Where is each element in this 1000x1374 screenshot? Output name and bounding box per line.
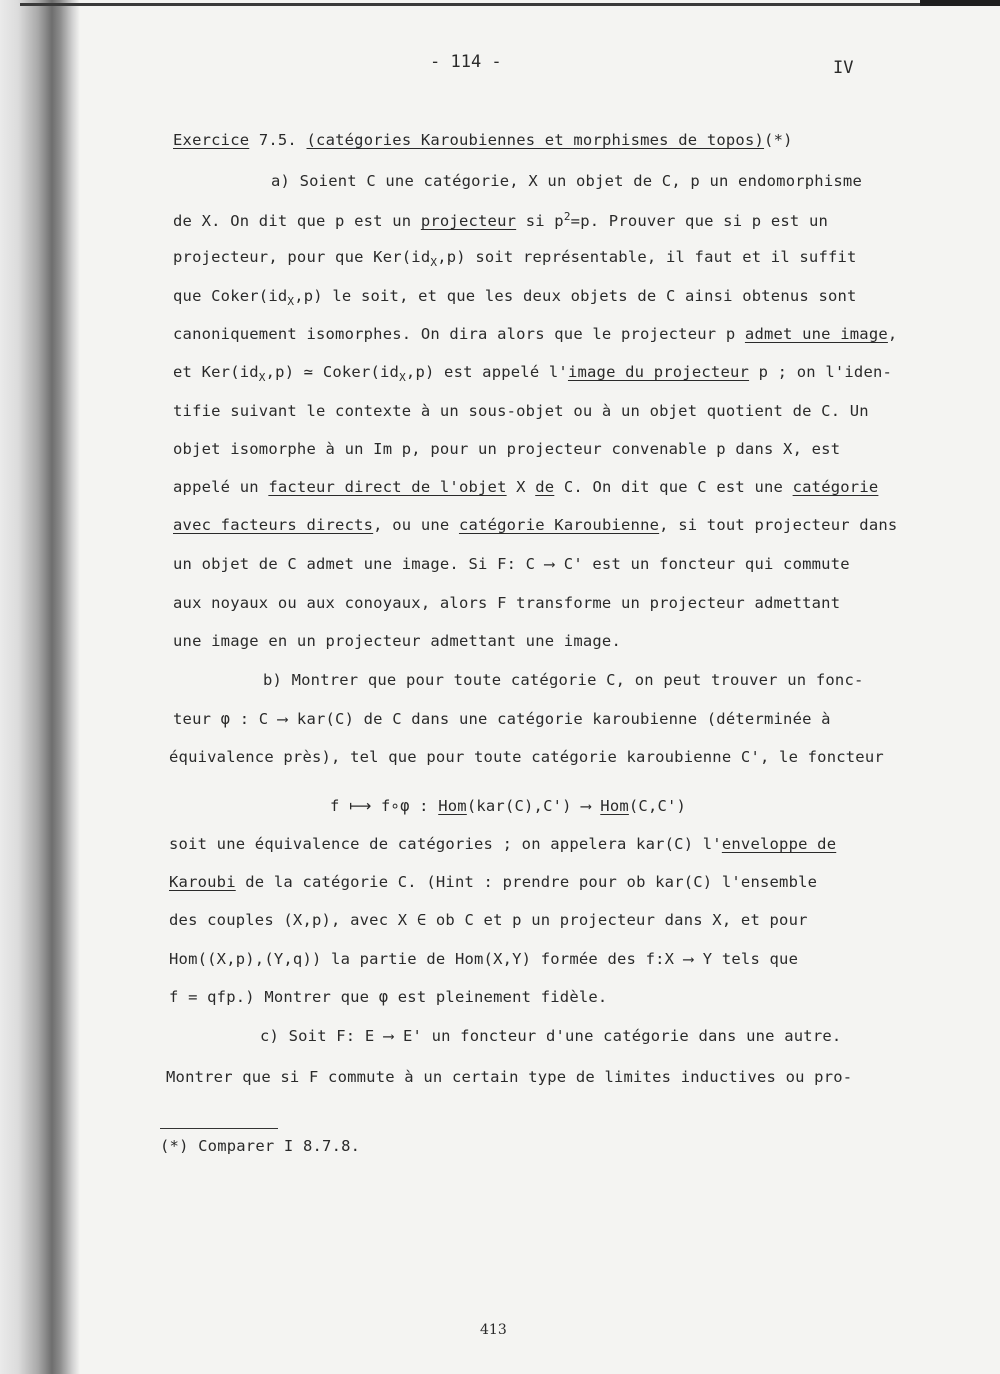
text-run: ,p) soit représentable, il faut et il suffit (437, 248, 857, 266)
text-run: de la catégorie C. (Hint : prendre pour ob kar(C) l'ensemble (235, 873, 818, 891)
text-run: =p. Prouver que si p est un (570, 212, 829, 231)
exercise-label: Exercice (173, 131, 250, 149)
para-a-line-13: une image en un projecteur admettant une image. (173, 632, 621, 650)
page-number-header: - 114 - (430, 52, 502, 72)
para-a-line-1: a) Soient C une catégorie, X un objet de C, p un endomorphisme (271, 172, 862, 190)
term-hom: Hom (438, 797, 467, 815)
para-b-line-4 (169, 835, 836, 853)
text-run: f ⟼ f∘φ : (330, 797, 439, 815)
text-run: si p (516, 212, 564, 231)
exercise-number: 7.5. (258, 131, 297, 149)
term-facteur-direct: facteur direct de l'objet (268, 478, 507, 496)
term-karoubi: Karoubi (169, 873, 236, 891)
subscript: X (430, 256, 438, 270)
para-b-line-1: b) Montrer que pour toute catégorie C, on peut trouver un fonc- (263, 671, 864, 689)
text-run: ,p) est appelé l' (405, 363, 568, 381)
text-run: , ou une (373, 516, 459, 534)
para-a-line-12: aux noyaux ou aux conoyaux, alors F transforme un projecteur admettant (173, 594, 841, 612)
text-run: et Ker(id (173, 363, 259, 381)
exercise-title (173, 131, 793, 149)
text-run: appelé un (173, 478, 269, 496)
term-image-du-projecteur: image du projecteur (567, 363, 750, 381)
para-b-line-3: équivalence près), tel que pour toute catégorie karoubienne C', le foncteur (169, 748, 884, 766)
term-enveloppe-de: enveloppe de (721, 835, 837, 853)
para-c-line-2: Montrer que si F commute à un certain type de limites inductives ou pro- (166, 1068, 853, 1086)
chapter-label: IV (833, 58, 854, 78)
text-run: que Coker(id (173, 287, 288, 305)
scan-edge-shadow (0, 0, 80, 1374)
para-a-line-4 (173, 287, 857, 308)
para-a-line-9 (173, 478, 878, 496)
para-b-line-7: Hom((X,p),(Y,q)) la partie de Hom(X,Y) formée des f:X ⟶ Y tels que (169, 950, 799, 968)
term-avec-facteurs-directs: avec facteurs directs (173, 516, 374, 534)
para-b-line-5 (169, 873, 817, 891)
term-projecteur: projecteur (420, 212, 517, 231)
text-run: projecteur, pour que Ker(id (173, 248, 431, 266)
term-hom: Hom (600, 797, 629, 815)
text-run: soit une équivalence de catégories ; on appelera kar(C) l' (169, 835, 722, 853)
footnote-rule (160, 1128, 278, 1129)
footnote: (*) Comparer I 8.7.8. (160, 1137, 361, 1155)
para-a-line-2 (173, 210, 828, 230)
text-run: ,p) le soit, et que les deux objets de C ainsi obtenus sont (294, 287, 857, 305)
para-a-line-11: un objet de C admet une image. Si F: C ⟶ C' est un foncteur qui commute (173, 555, 850, 573)
para-a-line-7: tifie suivant le contexte à un sous-objet ou à un objet quotient de C. Un (173, 402, 869, 420)
term-de: de (535, 478, 555, 496)
para-b-line-2: teur φ : C ⟶ kar(C) de C dans une catégorie karoubienne (déterminée à (173, 710, 831, 728)
scan-top-edge (20, 3, 1000, 6)
para-c-line-1: c) Soit F: E ⟶ E' un foncteur d'une catégorie dans une autre. (260, 1027, 842, 1045)
para-a-line-3 (173, 248, 857, 269)
footnote-mark: (*) (764, 131, 793, 149)
subscript: X (258, 371, 266, 385)
para-a-line-10 (173, 516, 897, 534)
term-categorie: catégorie (792, 478, 879, 496)
text-run: , (887, 325, 898, 343)
text-run: ,p) ≃ Coker(id (265, 363, 400, 381)
text-run: , si tout projecteur dans (659, 516, 898, 534)
text-run: canoniquement isomorphes. On dira alors que le projecteur p (173, 325, 745, 343)
superscript: 2 (563, 210, 571, 223)
term-admet-une-image: admet une image (744, 325, 888, 343)
para-a-line-5 (173, 325, 897, 343)
subscript: X (287, 295, 295, 309)
text-run: C. On dit que C est une (554, 478, 793, 496)
text-run: (kar(C),C') ⟶ (466, 797, 601, 815)
exercise-subtitle: (catégories Karoubiennes et morphismes de topos) (306, 131, 765, 149)
formula (330, 797, 686, 815)
scan-top-corner (920, 0, 1000, 6)
text-run: p ; on l'iden- (749, 363, 893, 381)
subscript: X (399, 371, 406, 385)
para-b-line-8: f = qfp.) Montrer que φ est pleinement fidèle. (169, 988, 608, 1006)
para-a-line-8: objet isomorphe à un Im p, pour un projecteur convenable p dans X, est (173, 440, 841, 458)
text-run: X (506, 478, 536, 496)
para-b-line-6: des couples (X,p), avec X ∈ ob C et p un projecteur dans X, et pour (169, 911, 808, 929)
para-a-line-6 (173, 363, 892, 384)
folio-number: 413 (480, 1322, 507, 1338)
text-run: (C,C') (628, 797, 687, 815)
text-run: de X. On dit que p est un (173, 212, 421, 231)
term-categorie-karoubienne: catégorie Karoubienne (458, 516, 660, 534)
